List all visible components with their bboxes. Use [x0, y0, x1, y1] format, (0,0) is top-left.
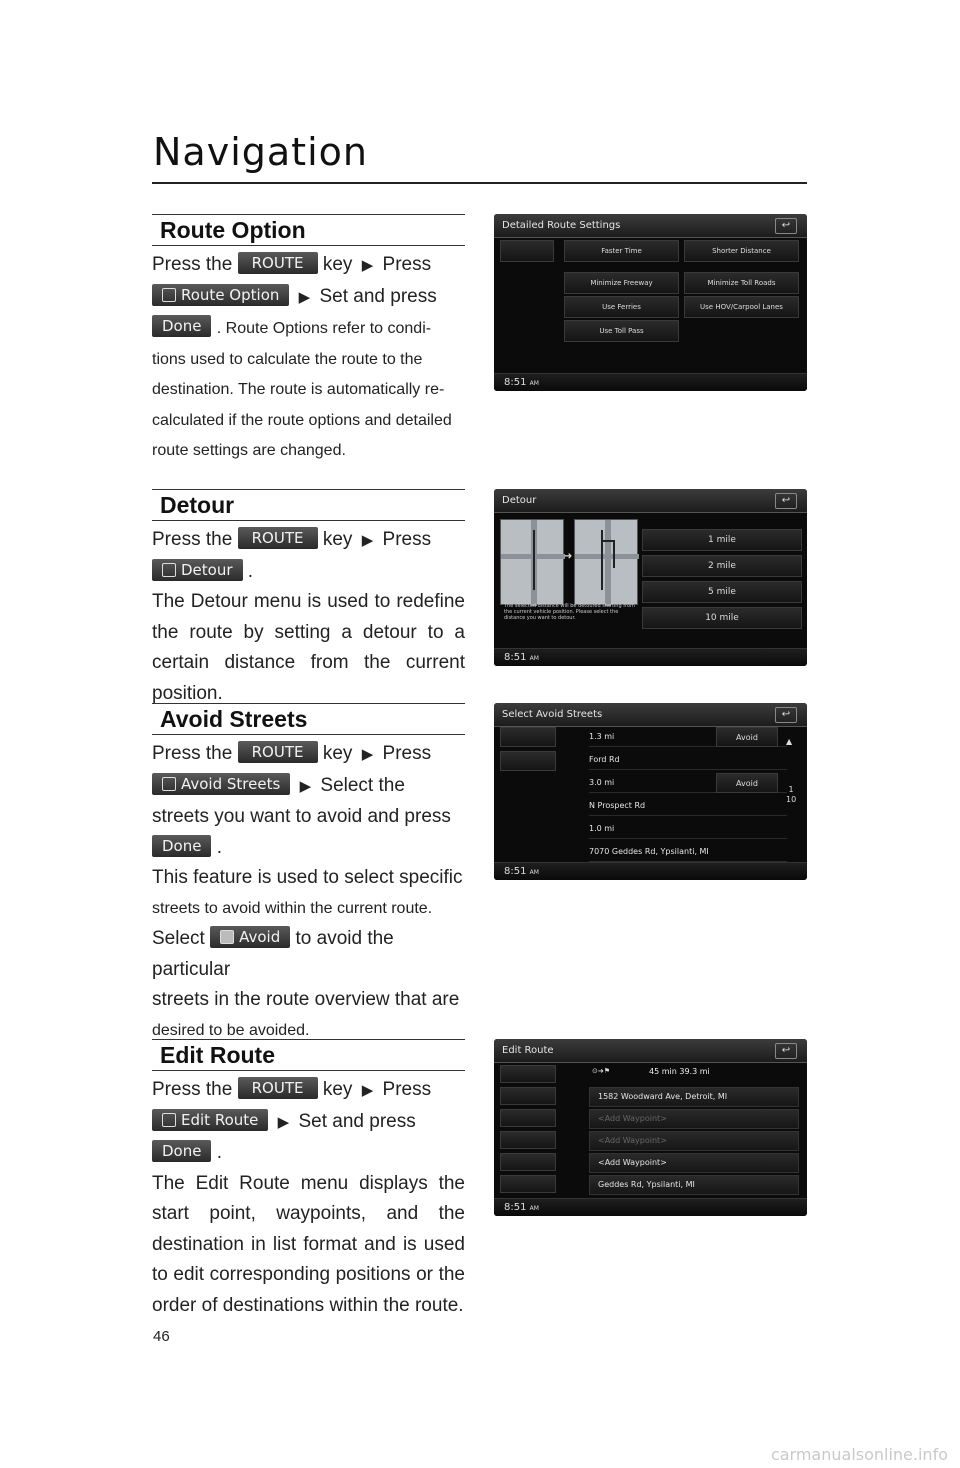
avoid-button — [210, 926, 290, 948]
avoid-row: 7070 Geddes Rd, Ypsilanti, MI — [589, 842, 787, 862]
clock-time: 8:51 — [504, 1202, 527, 1213]
screen-title: Select Avoid Streets — [494, 703, 807, 727]
text: key — [322, 529, 353, 550]
text: The Detour menu is used to redefine the route by setting a detour to a certain distance from the current position. — [152, 591, 465, 704]
text: Press — [382, 254, 432, 275]
text: to avoid the particular — [152, 928, 394, 980]
screenshot-detour — [494, 489, 807, 666]
screen-title: Edit Route — [494, 1039, 807, 1063]
arrow-right-icon: ▶ — [299, 777, 312, 795]
section-edit-route — [152, 1039, 465, 1321]
screen-tile: Minimize Freeway — [564, 272, 679, 294]
route-flags-icon: ⊙➜⚑ — [592, 1067, 611, 1075]
route-option-button — [152, 284, 289, 306]
clock-ampm: AM — [529, 1205, 539, 1212]
screen-tile — [500, 1109, 556, 1127]
screen-tile — [500, 727, 556, 747]
arrow-right-icon: ▶ — [298, 288, 311, 306]
section-body — [152, 739, 465, 1046]
section-heading: Route Option — [152, 214, 465, 246]
page-indicator — [786, 785, 796, 805]
route-summary: 45 min 39.3 mi — [649, 1067, 710, 1076]
avoid-row: Ford Rd — [589, 750, 787, 770]
text: streets in the route overview that are — [152, 989, 460, 1010]
route-row: <Add Waypoint> — [589, 1153, 799, 1173]
screenshot-route-settings — [494, 214, 807, 391]
text: streets to avoid within the current route. — [152, 899, 433, 917]
screen-tile — [500, 1087, 556, 1105]
section-body — [152, 250, 465, 467]
screen-tile: Faster Time — [564, 240, 679, 262]
screen-clock — [504, 652, 539, 663]
text: . — [216, 1142, 223, 1163]
map-after — [574, 519, 638, 605]
detour-icon — [162, 563, 176, 577]
screenshot-edit-route — [494, 1039, 807, 1216]
text: key — [322, 254, 353, 275]
screen-tile: Use Ferries — [564, 296, 679, 318]
page-total: 10 — [786, 795, 797, 804]
arrow-right-icon: ▶ — [361, 257, 374, 274]
route-key-button: ROUTE — [238, 1077, 318, 1099]
avoid-streets-button — [152, 773, 290, 795]
screen-tile — [500, 1175, 556, 1193]
route-key-button: ROUTE — [238, 252, 318, 274]
detour-note: The selected distance will be detoured starting from the current vehicle position. Please select the distance you want to detour. — [504, 603, 635, 621]
arrow-right-icon: ▶ — [361, 1082, 374, 1099]
screen-tile — [500, 1065, 556, 1083]
text: . Route Options refer to condi- — [216, 320, 432, 337]
button-label: Detour — [181, 560, 233, 579]
arrow-right-icon: ▶ — [361, 746, 374, 763]
avoid-toggle: Avoid — [716, 773, 778, 793]
text: calculated if the route options and detailed — [152, 411, 452, 429]
arrow-right-icon: ▶ — [361, 532, 374, 549]
map-before — [500, 519, 564, 605]
text: tions used to calculate the route to the — [152, 350, 423, 368]
text: streets you want to avoid and press — [152, 806, 451, 827]
screen-tile: Use HOV/Carpool Lanes — [684, 296, 799, 318]
text: desired to be avoided. — [152, 1021, 310, 1039]
arrow-right-icon: ▶ — [277, 1113, 290, 1131]
text: Press — [382, 743, 432, 764]
text: This feature is used to select specific — [152, 867, 463, 888]
route-option-icon — [162, 288, 176, 302]
screen-tile: Use Toll Pass — [564, 320, 679, 342]
clock-time: 8:51 — [504, 377, 527, 388]
text: The Edit Route menu displays the start point, waypoints, and the destination in list format and is used to edit corresponding positions or the order of destinations within the route. — [152, 1172, 465, 1316]
section-heading: Avoid Streets — [152, 703, 465, 735]
clock-ampm: AM — [529, 869, 539, 876]
avoid-streets-icon — [162, 777, 176, 791]
scroll-up-icon: ▲ — [786, 737, 793, 746]
text: key — [322, 743, 353, 764]
screen-title: Detailed Route Settings — [494, 214, 807, 238]
detour-distance: 1 mile — [642, 529, 802, 551]
screen-footer — [494, 373, 807, 391]
edit-route-icon — [162, 1113, 176, 1127]
arrow-icon: ➜ — [564, 551, 573, 562]
button-label: Edit Route — [181, 1110, 259, 1129]
screen-tile: Shorter Distance — [684, 240, 799, 262]
page-current: 1 — [788, 785, 794, 794]
screenshot-avoid-streets — [494, 703, 807, 880]
button-label: Avoid Streets — [181, 774, 281, 793]
screen-tile — [500, 1131, 556, 1149]
route-row: Geddes Rd, Ypsilanti, MI — [589, 1175, 799, 1195]
watermark: carmanualsonline.info — [770, 1445, 948, 1464]
route-row: <Add Waypoint> — [589, 1109, 799, 1129]
text: Set and press — [319, 285, 437, 307]
screen-tile — [500, 1153, 556, 1171]
page-title: Navigation — [153, 130, 368, 174]
avoid-row: 3.0 mi — [589, 773, 787, 793]
screen-clock — [504, 866, 539, 877]
text: . — [216, 836, 223, 858]
done-button: Done — [152, 835, 211, 857]
screen-clock — [504, 1202, 539, 1213]
section-route-option — [152, 214, 465, 467]
screen-clock — [504, 377, 539, 388]
avoid-toggle: Avoid — [716, 727, 778, 747]
back-icon: ↩ — [775, 1043, 797, 1059]
done-button: Done — [152, 315, 211, 337]
screen-tile — [500, 751, 556, 771]
route-row: 1582 Woodward Ave, Detroit, MI — [589, 1087, 799, 1107]
section-avoid-streets — [152, 703, 465, 1046]
screen-footer — [494, 1198, 807, 1216]
edit-route-button — [152, 1109, 268, 1131]
text: Press the — [152, 743, 233, 764]
screen-tile: Minimize Toll Roads — [684, 272, 799, 294]
route-key-button: ROUTE — [238, 741, 318, 763]
detour-button — [152, 559, 243, 581]
screen-footer — [494, 862, 807, 880]
text: Set and press — [298, 1110, 416, 1132]
title-divider — [152, 182, 807, 184]
clock-time: 8:51 — [504, 866, 527, 877]
text: Select — [152, 928, 205, 949]
section-body — [152, 1075, 465, 1321]
route-row: <Add Waypoint> — [589, 1131, 799, 1151]
detour-distance: 10 mile — [642, 607, 802, 629]
screen-title: Detour — [494, 489, 807, 513]
text: Select the — [320, 774, 405, 796]
done-button: Done — [152, 1140, 211, 1162]
back-icon: ↩ — [775, 707, 797, 723]
section-detour — [152, 489, 465, 709]
button-label: Route Option — [181, 285, 280, 304]
detour-distance: 2 mile — [642, 555, 802, 577]
avoid-row: 1.0 mi — [589, 819, 787, 839]
avoid-row: 1.3 mi — [589, 727, 787, 747]
back-icon: ↩ — [775, 218, 797, 234]
text: destination. The route is automatically re- — [152, 381, 445, 398]
clock-ampm: AM — [529, 655, 539, 662]
text: route settings are changed. — [152, 442, 346, 459]
detour-distance: 5 mile — [642, 581, 802, 603]
screen-footer — [494, 648, 807, 666]
page-number: 46 — [153, 1328, 170, 1345]
screen-tile — [500, 240, 554, 262]
text: Press — [382, 529, 432, 550]
clock-time: 8:51 — [504, 652, 527, 663]
button-label: Avoid — [239, 928, 281, 946]
text: key — [322, 1079, 353, 1100]
section-body — [152, 525, 465, 709]
route-key-button: ROUTE — [238, 527, 318, 549]
section-heading: Detour — [152, 489, 465, 521]
section-heading: Edit Route — [152, 1039, 465, 1071]
clock-ampm: AM — [529, 380, 539, 387]
avoid-row: N Prospect Rd — [589, 796, 787, 816]
text: Press the — [152, 1079, 233, 1100]
back-icon: ↩ — [775, 493, 797, 509]
text: Press the — [152, 254, 233, 275]
text: Press — [382, 1079, 432, 1100]
text: . — [247, 560, 254, 582]
text: Press the — [152, 529, 233, 550]
avoid-checkbox-icon — [220, 930, 234, 944]
